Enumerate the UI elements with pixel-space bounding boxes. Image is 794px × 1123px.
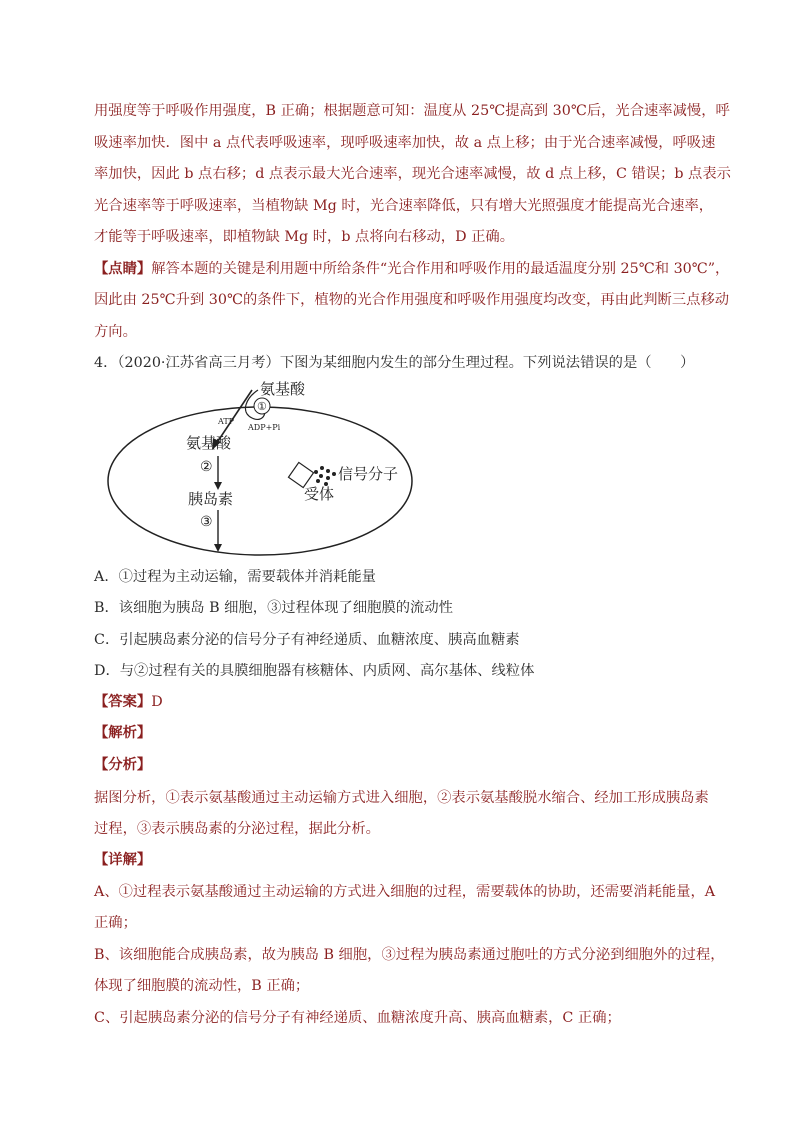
step1-label: ① xyxy=(257,400,267,413)
receptor-label: 受体 xyxy=(304,485,335,503)
arrow-step2-head xyxy=(214,482,222,490)
receptor-shape xyxy=(288,462,313,487)
cell-diagram xyxy=(100,378,420,558)
comment-label: 【点睛】 xyxy=(94,261,152,277)
explanation-line: 才能等于呼吸速率，即植物缺 Mg 时，b 点将向右移动，D 正确。 xyxy=(94,229,515,245)
detail-line: B、该细胞能合成胰岛素，故为胰岛 B 细胞，③过程为胰岛素通过胞吐的方式分泌到细胞外的过程， xyxy=(94,947,725,963)
explanation-line: 光合速率等于呼吸速率，当植物缺 Mg 时，光合速率降低，只有增大光照强度才能提高光合速率， xyxy=(94,198,714,214)
explanation-line: 用强度等于呼吸作用强度，B 正确；根据题意可知：温度从 25℃提高到 30℃后，光合速率减慢，呼 xyxy=(94,103,730,119)
question-text: 4．（2020·江苏省高三月考）下图为某细胞内发生的部分生理过程。下列说法错误的是（ ） xyxy=(94,355,695,371)
fenxi-line: 据图分析，①表示氨基酸通过主动运输方式进入细胞，②表示氨基酸脱水缩合、经加工形成胰岛素 xyxy=(94,790,709,806)
option-b: B．该细胞为胰岛 B 细胞，③过程体现了细胞膜的流动性 xyxy=(94,600,453,616)
option-a: A．①过程为主动运输，需要载体并消耗能量 xyxy=(94,569,376,585)
detail-line: 正确； xyxy=(94,915,137,931)
comment-text: 解答本题的关键是利用题中所给条件“光合作用和呼吸作用的最适温度分别 25℃和 30℃”， xyxy=(151,261,730,277)
explanation-line: 率加快，因此 b 点右移；d 点表示最大光合速率，现光合速率减慢，故 d 点上移，C 错误；b 点表示 xyxy=(94,166,731,182)
detail-line: 体现了细胞膜的流动性，B 正确； xyxy=(94,978,310,994)
detail-label: 【详解】 xyxy=(94,852,152,868)
answer-value: D xyxy=(151,694,163,710)
option-c: C．引起胰岛素分泌的信号分子有神经递质、血糖浓度、胰高血糖素 xyxy=(94,632,520,648)
answer-line xyxy=(94,692,704,712)
fenxi-label: 【分析】 xyxy=(94,757,152,773)
explanation-line: 吸速率加快．图中 a 点代表呼吸速率，现呼吸速率加快，故 a 点上移；由于光合速率减慢，呼吸速 xyxy=(94,135,716,151)
amino-acid-inside-label: 氨基酸 xyxy=(186,434,232,452)
atp-label: ATP xyxy=(218,417,235,426)
amino-acid-outside-label: 氨基酸 xyxy=(260,380,306,398)
comment-line: 因此由 25℃升到 30℃的条件下，植物的光合作用强度和呼吸作用强度均改变，再由此判断三点移动 xyxy=(94,292,730,308)
step2-label: ② xyxy=(200,459,213,475)
signal-dots xyxy=(314,466,336,486)
adp-label: ADP+Pi xyxy=(248,423,281,432)
comment-line xyxy=(94,259,730,279)
step3-label: ③ xyxy=(200,514,213,530)
answer-label: 【答案】 xyxy=(94,694,152,710)
detail-line: A、①过程表示氨基酸通过主动运输的方式进入细胞的过程，需要载体的协助，还需要消耗能量，A xyxy=(94,884,716,900)
arrow-step3-head xyxy=(214,544,222,552)
analysis-label: 【解析】 xyxy=(94,725,152,741)
comment-line: 方向。 xyxy=(94,324,137,340)
signal-molecule-label: 信号分子 xyxy=(338,465,399,483)
detail-line: C、引起胰岛素分泌的信号分子有神经递质、血糖浓度升高、胰高血糖素，C 正确； xyxy=(94,1010,621,1026)
option-d: D．与②过程有关的具膜细胞器有核糖体、内质网、高尔基体、线粒体 xyxy=(94,663,535,679)
fenxi-line: 过程，③表示胰岛素的分泌过程，据此分析。 xyxy=(94,821,380,837)
insulin-label: 胰岛素 xyxy=(188,490,234,508)
